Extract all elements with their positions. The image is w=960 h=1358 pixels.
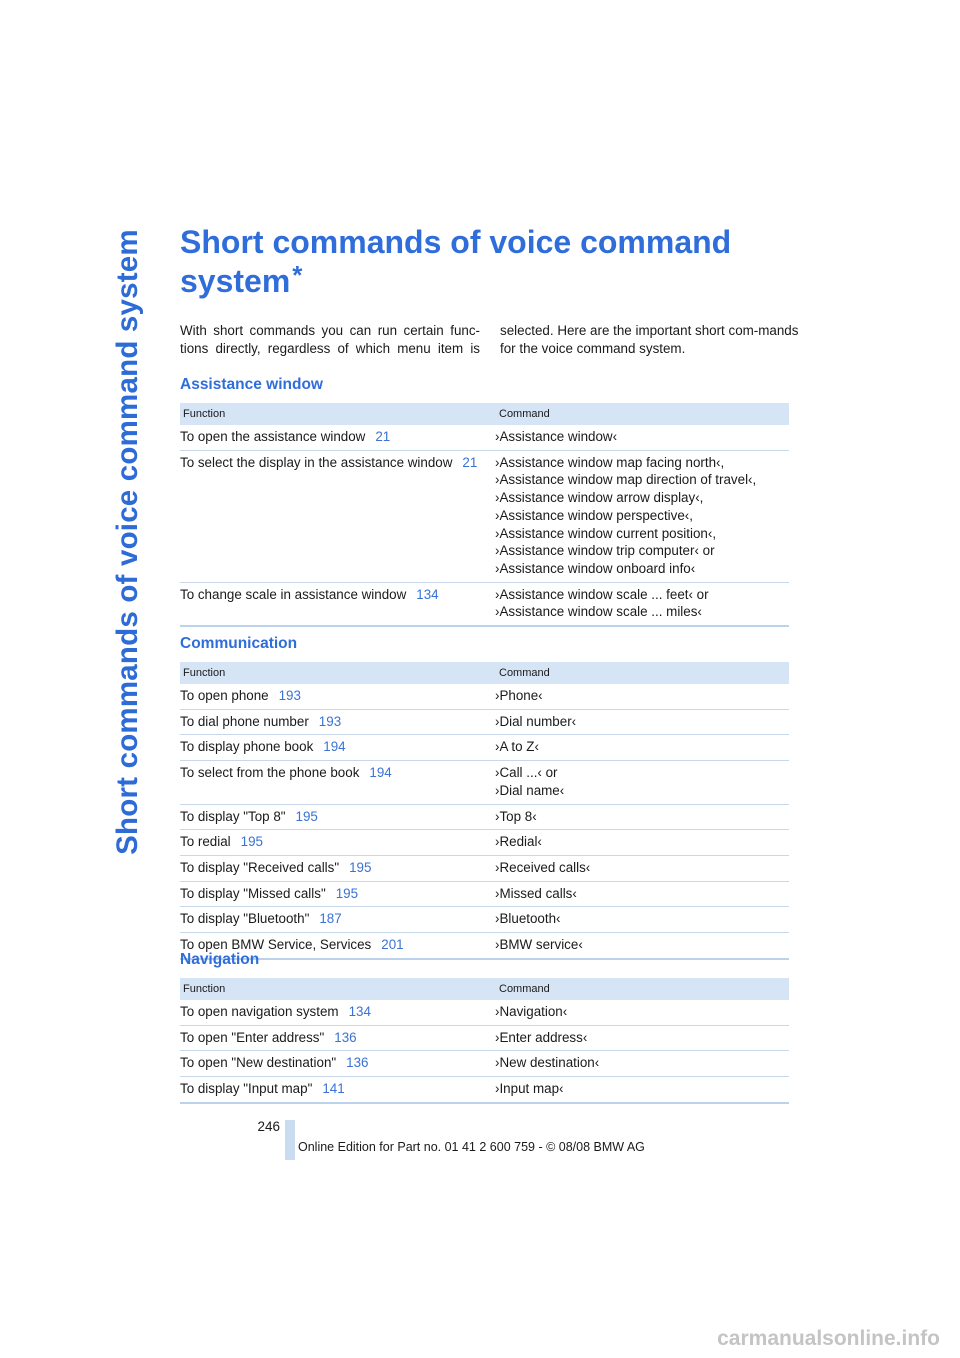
voice-command: ›Dial name‹	[495, 782, 565, 798]
function-text: To open "Enter address"	[180, 1029, 325, 1045]
command-cell	[495, 881, 789, 907]
command-cell	[495, 582, 789, 626]
voice-command: ›Navigation‹	[495, 1004, 568, 1019]
table-row	[180, 855, 789, 881]
table-row	[180, 1051, 789, 1077]
intro-text	[180, 322, 800, 358]
function-text: To open the assistance window	[180, 429, 366, 444]
page-reference-link[interactable]: 195	[335, 885, 359, 901]
page-reference-link[interactable]: 195	[240, 834, 263, 850]
page-title-line1: Short commands of voice command	[180, 224, 732, 260]
footer-edition-text: Online Edition for Part no. 01 41 2 600 759 - © 08/08 BMW AG	[298, 1140, 645, 1154]
table-navigation	[180, 978, 789, 1104]
function-cell	[180, 1000, 495, 1025]
table-header-row	[180, 403, 789, 425]
function-text: To redial	[180, 834, 231, 850]
voice-command: ›BMW service‹	[495, 937, 583, 953]
page-reference-link[interactable]: 141	[322, 1081, 345, 1097]
page-reference-link[interactable]: 195	[295, 808, 318, 824]
voice-command: ›New destination‹	[495, 1055, 600, 1071]
voice-command: ›Assistance window onboard info‹	[495, 560, 696, 576]
function-cell	[180, 804, 495, 830]
command-cell	[495, 1025, 789, 1051]
command-cell	[495, 933, 789, 959]
table-row	[180, 804, 789, 830]
voice-command: ›Missed calls‹	[495, 885, 577, 901]
voice-command: ›A to Z‹	[495, 739, 539, 755]
section-heading-communication: Communication	[180, 635, 298, 652]
column-header-function: Function	[180, 978, 495, 1000]
page-reference-link[interactable]: 136	[346, 1055, 369, 1071]
command-cell	[495, 855, 789, 881]
page-reference-link[interactable]: 21	[462, 454, 478, 470]
function-text: To select the display in the assistance window	[180, 454, 453, 470]
function-cell	[180, 709, 495, 735]
voice-command: ›Received calls‹	[495, 859, 591, 875]
function-cell	[180, 1077, 495, 1103]
voice-command: ›Assistance window map facing north‹,	[495, 454, 725, 470]
function-text: To display "Missed calls"	[180, 885, 326, 901]
page-reference-link[interactable]: 194	[369, 765, 392, 781]
function-cell	[180, 684, 495, 709]
table-row	[180, 761, 789, 804]
column-header-function: Function	[180, 403, 495, 425]
table-row	[180, 907, 789, 933]
command-cell	[495, 1000, 789, 1025]
function-text: To display "Top 8"	[180, 808, 286, 824]
function-cell	[180, 907, 495, 933]
page-reference-link[interactable]: 195	[349, 859, 372, 875]
table-communication	[180, 662, 789, 960]
function-text: To display phone book	[180, 739, 314, 755]
function-cell	[180, 735, 495, 761]
function-cell	[180, 830, 495, 856]
voice-command: ›Phone‹	[495, 688, 543, 703]
voice-command: ›Assistance window scale ... feet‹ or	[495, 586, 709, 602]
column-header-command: Command	[495, 662, 789, 684]
function-text: To display "Bluetooth"	[180, 911, 310, 927]
column-header-function: Function	[180, 662, 495, 684]
page-title	[180, 226, 731, 298]
function-cell	[180, 1025, 495, 1051]
page-reference-link[interactable]: 187	[319, 911, 342, 927]
voice-command: ›Top 8‹	[495, 808, 537, 824]
table-row	[180, 1025, 789, 1051]
function-text: To select from the phone book	[180, 765, 360, 781]
function-cell	[180, 761, 495, 804]
command-cell	[495, 709, 789, 735]
table-header-row	[180, 662, 789, 684]
page-reference-link[interactable]: 136	[334, 1029, 357, 1045]
table-row	[180, 684, 789, 709]
table-row	[180, 1077, 789, 1103]
voice-command: ›Enter address‹	[495, 1029, 588, 1045]
function-cell	[180, 582, 495, 626]
function-cell	[180, 1051, 495, 1077]
command-cell	[495, 804, 789, 830]
function-cell	[180, 450, 495, 582]
optional-equipment-marker: *	[292, 260, 303, 290]
function-cell	[180, 425, 495, 450]
page-reference-link[interactable]: 193	[318, 713, 342, 729]
function-text: To dial phone number	[180, 713, 309, 729]
intro-column-2: selected. Here are the important short com-mands for the voice command system.	[500, 323, 799, 356]
command-cell	[495, 907, 789, 933]
command-cell	[495, 1051, 789, 1077]
table-row	[180, 709, 789, 735]
voice-command: ›Assistance window scale ... miles‹	[495, 604, 702, 620]
command-cell	[495, 761, 789, 804]
command-cell	[495, 425, 789, 450]
page-reference-link[interactable]: 134	[416, 586, 439, 602]
function-text: To change scale in assistance window	[180, 586, 407, 602]
voice-command: ›Assistance window current position‹,	[495, 525, 717, 541]
function-text: To open navigation system	[180, 1004, 339, 1019]
page-reference-link[interactable]: 194	[323, 739, 346, 755]
table-row	[180, 425, 789, 450]
function-text: To display "Received calls"	[180, 859, 340, 875]
page-title-line2: system	[180, 263, 291, 299]
voice-command: ›Assistance window map direction of travel‹,	[495, 472, 757, 488]
function-text: To open "New destination"	[180, 1055, 337, 1071]
voice-command: ›Assistance window perspective‹,	[495, 507, 693, 523]
function-cell	[180, 855, 495, 881]
page-reference-link[interactable]: 201	[381, 937, 404, 953]
voice-command: ›Bluetooth‹	[495, 911, 561, 927]
section-heading-assistance: Assistance window	[180, 376, 323, 393]
voice-command: ›Redial‹	[495, 834, 542, 850]
side-chapter-title-text: Short commands of voice command system	[111, 229, 145, 855]
side-chapter-title	[108, 229, 148, 855]
voice-command: ›Input map‹	[495, 1081, 564, 1097]
command-cell	[495, 1077, 789, 1103]
table-row	[180, 735, 789, 761]
page-reference-link[interactable]: 134	[348, 1004, 371, 1019]
intro-column-1: With short commands you can run certain func-tions directly, regardless of which menu item is	[180, 323, 480, 356]
function-text: To open BMW Service, Services	[180, 937, 372, 953]
table-row	[180, 830, 789, 856]
section-heading-navigation: Navigation	[180, 951, 260, 968]
table-row	[180, 582, 789, 626]
page-number: 246	[257, 1119, 280, 1134]
page-reference-link[interactable]: 21	[375, 429, 391, 444]
voice-command: ›Assistance window arrow display‹,	[495, 490, 704, 506]
table-row	[180, 881, 789, 907]
function-text: To display "Input map"	[180, 1081, 313, 1097]
command-cell	[495, 735, 789, 761]
footer-accent-bar	[285, 1120, 295, 1160]
table-header-row	[180, 978, 789, 1000]
column-header-command: Command	[495, 403, 789, 425]
table-assistance	[180, 403, 789, 627]
voice-command: ›Assistance window trip computer‹ or	[495, 543, 715, 559]
page-reference-link[interactable]: 193	[278, 688, 301, 703]
voice-command: ›Assistance window‹	[495, 429, 618, 444]
voice-command: ›Call ...‹ or	[495, 765, 558, 781]
table-row	[180, 1000, 789, 1025]
voice-command: ›Dial number‹	[495, 713, 577, 729]
command-cell	[495, 684, 789, 709]
table-row	[180, 933, 789, 959]
command-cell	[495, 830, 789, 856]
function-cell	[180, 881, 495, 907]
table-row	[180, 450, 789, 582]
command-cell	[495, 450, 789, 582]
column-header-command: Command	[495, 978, 789, 1000]
watermark: carmanualsonline.info	[717, 1327, 940, 1350]
function-text: To open phone	[180, 688, 269, 703]
